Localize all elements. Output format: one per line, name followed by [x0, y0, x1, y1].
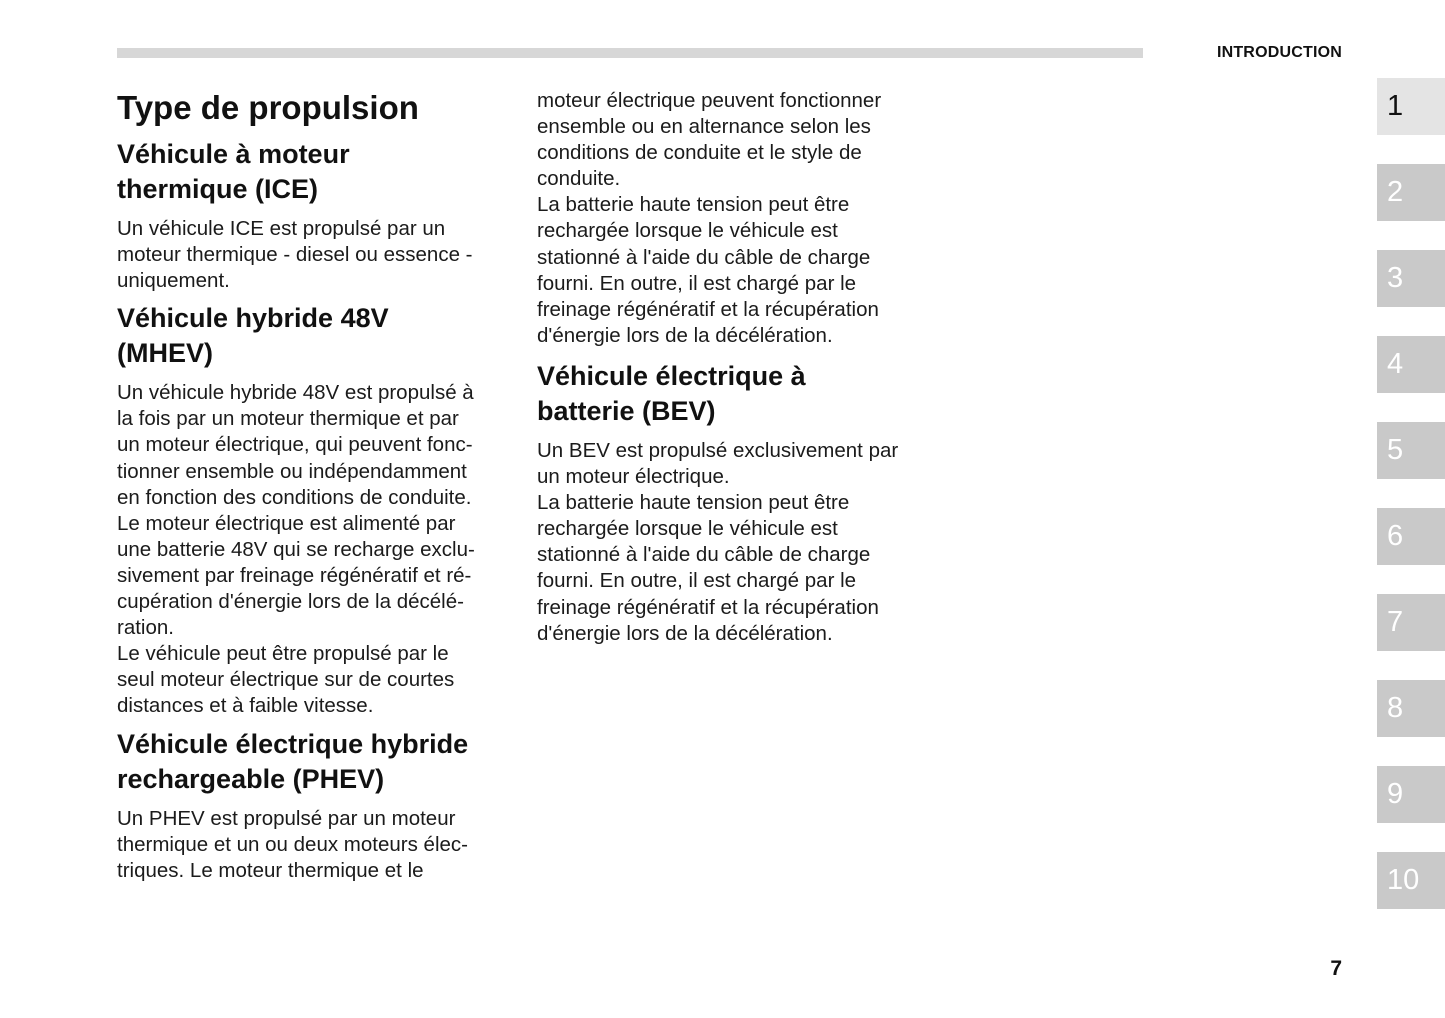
left-column: [117, 85, 507, 889]
chapter-tab-1[interactable]: 1: [1377, 78, 1445, 135]
paragraph-mhev: Un véhicule hybride 48V est propulsé à la fois par un moteur thermique et par un moteur électrique, qui peuvent fonc- tionner ensemble ou indépendamment en fonction des conditions de conduite. Le moteur électrique est alimenté par une batterie 48V qui se recharge exclu- sivement par freinage régénératif et ré- cupération d'énergie lors de la décélé- ration. Le véhicule peut être propulsé par le seul moteur électrique sur de courtes distances et à faible vitesse.: [117, 381, 475, 718]
chapter-tab-8[interactable]: 8: [1377, 680, 1445, 737]
header-rule: [117, 48, 1143, 58]
section-title: INTRODUCTION: [1216, 44, 1342, 61]
chapter-tab-6[interactable]: 6: [1377, 508, 1445, 565]
chapter-tab-9[interactable]: 9: [1377, 766, 1445, 823]
paragraph-phev-continued: moteur électrique peuvent fonctionner ensemble ou en alternance selon les conditions de conduite et le style de conduite. La batterie haute tension peut être rechargée lorsque le véhicule est stationné à l'aide du câble de charge fourni. En outre, il est chargé par le freinage régénératif et la récupération d'énergie lors de la décélération.: [537, 89, 882, 347]
chapter-tab-7[interactable]: 7: [1377, 594, 1445, 651]
paragraph-bev: Un BEV est propulsé exclusivement par un moteur électrique. La batterie haute tension peut être rechargée lorsque le véhicule est stationné à l'aide du câble de charge fourni. En outre, il est chargé par le freinage régénératif et la récupération d'énergie lors de la décélération.: [537, 438, 899, 645]
right-column: [537, 88, 937, 652]
chapter-tab-10[interactable]: 10: [1377, 852, 1445, 909]
chapter-tab-2[interactable]: 2: [1377, 164, 1445, 221]
chapter-tab-4[interactable]: 4: [1377, 336, 1445, 393]
chapter-tab-strip: [1377, 78, 1445, 938]
heading-phev: Véhicule électrique hybride rechargeable (PHEV): [117, 728, 469, 794]
chapter-tab-3[interactable]: 3: [1377, 250, 1445, 307]
heading-bev: Véhicule électrique à batterie (BEV): [537, 360, 806, 426]
page-number: 7: [1330, 957, 1342, 980]
heading-ice: Véhicule à moteur thermique (ICE): [117, 139, 350, 204]
paragraph-ice: Un véhicule ICE est propulsé par un moteur thermique - diesel ou essence - uniquement.: [117, 217, 473, 293]
paragraph-phev: Un PHEV est propulsé par un moteur thermique et un ou deux moteurs élec- triques. Le moteur thermique et le: [117, 806, 468, 882]
page-title: Type de propulsion: [117, 89, 419, 126]
chapter-tab-5[interactable]: 5: [1377, 422, 1445, 479]
heading-mhev: Véhicule hybride 48V (MHEV): [117, 303, 389, 369]
